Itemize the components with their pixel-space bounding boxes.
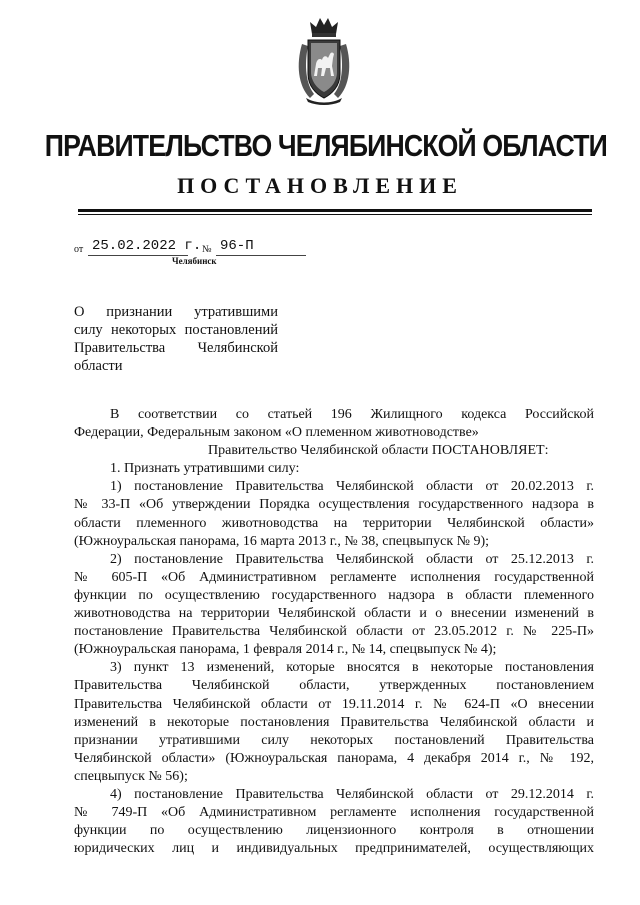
document-body bbox=[74, 406, 594, 858]
body-line: Федерации, Федеральным законом «О племенном животноводстве» bbox=[74, 425, 479, 441]
body-line: 1. Признать утратившими силу: bbox=[110, 461, 300, 477]
number-prefix: № bbox=[202, 244, 212, 255]
body-line: области племенного животноводства на территории Челябинской области» bbox=[74, 515, 594, 531]
subject-line: О признании утратившими bbox=[74, 304, 278, 320]
subject-line: области bbox=[74, 358, 123, 374]
document-number: 96-П bbox=[216, 238, 306, 256]
header-divider-thin bbox=[78, 214, 592, 215]
body-line: Правительства Челябинской области, утвержденных постановлением bbox=[74, 678, 594, 694]
body-line: (Южноуральская панорама, 16 марта 2013 г., № 38, спецвыпуск № 9); bbox=[74, 533, 490, 549]
body-line: № 605-П «Об Административном регламенте исполнения государственной bbox=[74, 569, 594, 585]
body-line: 2) постановление Правительства Челябинской области от 25.12.2013 г. bbox=[110, 551, 594, 567]
body-line: № 749-П «Об Административном регламенте исполнения государственной bbox=[74, 805, 594, 821]
date-prefix: от bbox=[74, 244, 84, 255]
body-line: Правительство Челябинской области ПОСТАНОВЛЯЕТ: bbox=[208, 443, 549, 459]
body-line: признании утратившими силу некоторых постановлений Правительства bbox=[74, 732, 594, 748]
document-subject bbox=[74, 303, 278, 375]
body-line: юридических лиц и индивидуальных предпринимателей, осуществляющих bbox=[74, 841, 594, 857]
coat-of-arms-emblem bbox=[296, 14, 352, 106]
document-type-title: ПОСТАНОВЛЕНИЕ bbox=[177, 173, 463, 198]
body-line: Правительства Челябинской области от 19.11.2014 г. № 624-П «О внесении bbox=[74, 696, 594, 712]
body-line: изменений в некоторые постановления Правительства Челябинской области и bbox=[74, 714, 594, 730]
header-divider-thick bbox=[78, 209, 592, 212]
body-line: Челябинской области» (Южноуральская панорама, 4 декабря 2014 г., № 192, bbox=[74, 750, 594, 766]
subject-line: Правительства Челябинской bbox=[74, 340, 278, 356]
city-label: Челябинск bbox=[172, 256, 217, 266]
body-line: 1) постановление Правительства Челябинской области от 20.02.2013 г. bbox=[110, 479, 594, 495]
body-line: № 33-П «Об утверждении Порядка осуществления государственного надзора в bbox=[74, 497, 594, 513]
body-line: 3) пункт 13 изменений, которые вносятся в некоторые постановления bbox=[110, 660, 594, 676]
government-title: ПРАВИТЕЛЬСТВО ЧЕЛЯБИНСКОЙ ОБЛАСТИ bbox=[44, 128, 607, 163]
body-line: (Южноуральская панорама, 1 февраля 2014 г., № 14, спецвыпуск № 4); bbox=[74, 642, 497, 658]
body-line: постановление Правительства Челябинской области от 23.05.2012 г. № 225-П» bbox=[74, 624, 594, 640]
document-date: 25.02.2022 г. bbox=[88, 238, 188, 256]
body-line: В соответствии со статьей 196 Жилищного кодекса Российской bbox=[110, 407, 594, 422]
body-line: функции по осуществлению государственного надзора в области племенного bbox=[74, 587, 594, 603]
subject-line: силу некоторых постановлений bbox=[74, 322, 278, 338]
body-line: функции по осуществлению лицензионного контроля в отношении bbox=[74, 823, 594, 839]
body-line: спецвыпуск № 56); bbox=[74, 768, 188, 784]
body-line: 4) постановление Правительства Челябинской области от 29.12.2014 г. bbox=[110, 786, 594, 802]
body-line: животноводства на территории Челябинской области и о внесении изменений в bbox=[74, 606, 594, 622]
